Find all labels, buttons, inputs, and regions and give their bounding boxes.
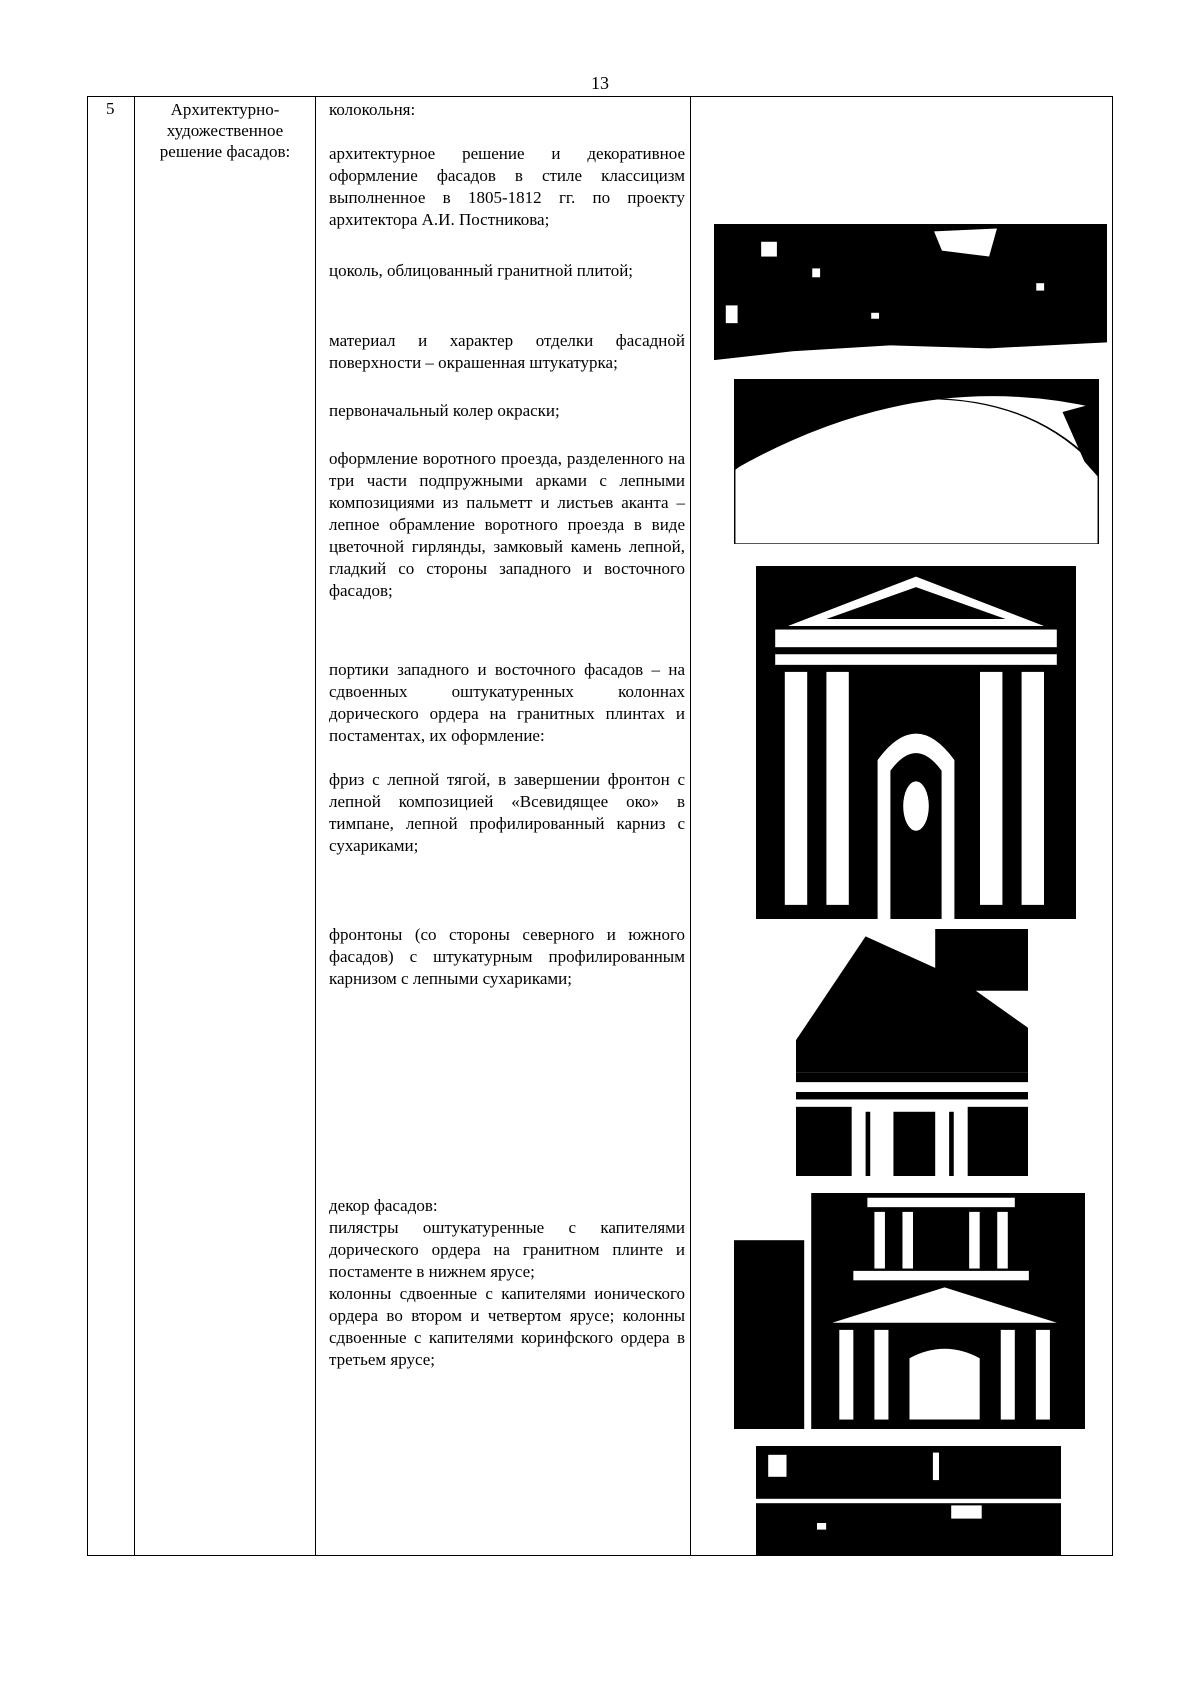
photo-lower-fragment bbox=[756, 1446, 1061, 1556]
text-porticos: портики западного и восточного фасадов – на сдвоенных оштукатуренных колоннах дорического ордера на гранитных плинтах и постаментах, их оформление: bbox=[329, 660, 685, 745]
text-facade-decor-heading: декор фасадов: bbox=[329, 1196, 438, 1215]
column-divider bbox=[315, 97, 316, 1555]
photo-bell-tower bbox=[734, 1193, 1085, 1429]
text-gate-passage: оформление воротного проезда, разделенного на три части подпружными арками с лепными композициями из пальметт и листьев аканта – лепное обрамление воротного проезда в виде цветочной гирлянды, замковый камень лепной, гладкий со стороны западного и восточного фасадов; bbox=[329, 449, 685, 600]
text-pediments: фронтоны (со стороны северного и южного фасадов) с штукатурным профилированным карнизом с лепными сухариками; bbox=[329, 925, 685, 988]
photo-pediment bbox=[796, 929, 1028, 1176]
text-frieze: фриз с лепной тягой, в завершении фронтон с лепной композицией «Всевидящее око» в тимпане, лепной профилированный карниз с сухариками; bbox=[329, 770, 685, 855]
page-number: 13 bbox=[591, 73, 609, 93]
text-plinth: цоколь, облицованный гранитной плитой; bbox=[329, 261, 634, 280]
column-divider bbox=[690, 97, 691, 1555]
text-facade-finish: материал и характер отделки фасадной поверхности – окрашенная штукатурка; bbox=[329, 331, 685, 372]
text-bell-tower: колокольня: bbox=[329, 100, 416, 119]
photo-portico bbox=[756, 566, 1076, 919]
photo-gate-vault bbox=[734, 379, 1099, 544]
text-architectural-solution: архитектурное решение и декоративное оформление фасадов в стиле классицизм выполненное в 1805-1812 гг. по проекту архитектора А.И. Постникова; bbox=[329, 144, 685, 229]
column-divider bbox=[134, 97, 135, 1555]
row-number: 5 bbox=[106, 99, 115, 118]
row-category: Архитектурно-художественное решение фасадов: bbox=[159, 100, 291, 161]
photo-plinth bbox=[714, 224, 1107, 372]
text-original-color: первоначальный колер окраски; bbox=[329, 401, 560, 420]
text-columns: колонны сдвоенные с капителями ионического ордера во втором и четвертом ярусе; колонны сдвоенные с капителями коринфского ордера в третьем ярусе; bbox=[329, 1284, 685, 1369]
text-pilasters: пилястры оштукатуренные с капителями дорического ордера на гранитном плинте и постаменте в нижнем ярусе; bbox=[329, 1218, 685, 1281]
